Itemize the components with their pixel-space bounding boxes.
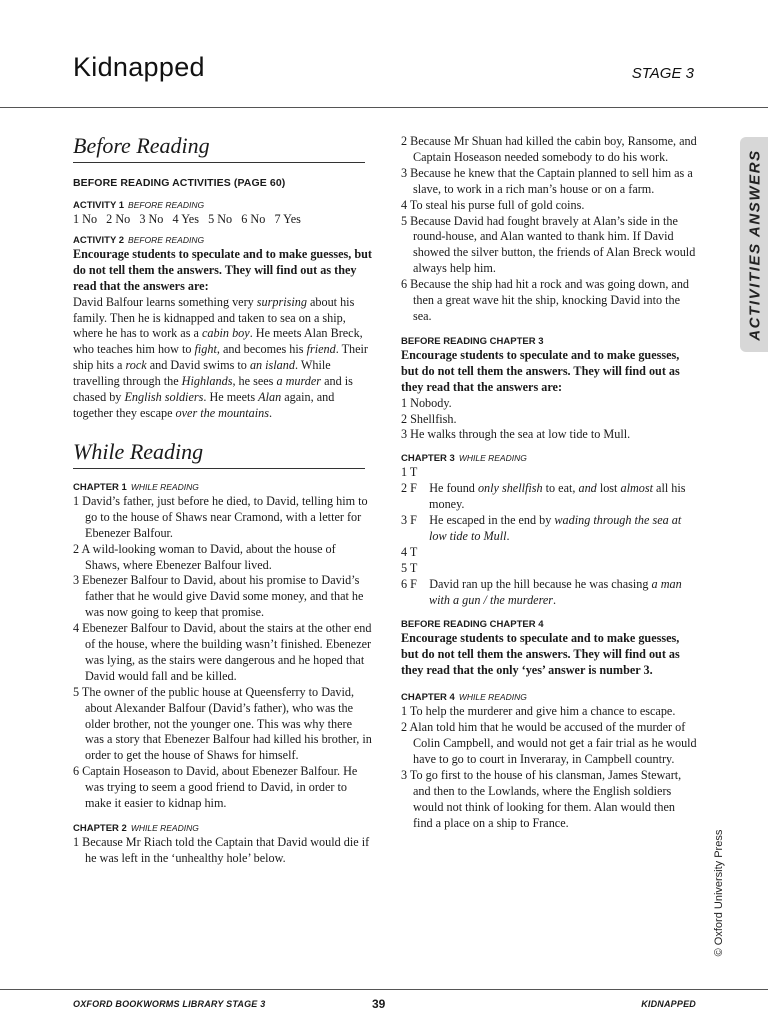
activity1-title: ACTIVITY 1: [73, 200, 125, 211]
chapter1-tag: WHILE READING: [130, 481, 199, 492]
activity1-answers: 1 No 2 No 3 No 4 Yes 5 No 6 No 7 Yes: [73, 212, 301, 226]
chapter4-title: CHAPTER 4: [401, 692, 455, 704]
page-title: Kidnapped: [73, 52, 205, 82]
story-keyword: friend: [306, 342, 336, 357]
list-item: 5 Because David had fought bravely at Alan’s side in the round-house, and Alan wanted to thank him. If David showed the silver button, the friends of Alan Breck would always help him.: [401, 213, 696, 276]
chapter2-label: [73, 822, 373, 835]
list-item: 2 A wild-looking woman to David, about the house of Shaws, where Ebenezer Balfour lived.: [73, 541, 336, 572]
story-text: .: [268, 405, 273, 420]
story-text: and David swims to: [146, 358, 250, 373]
list-item: [401, 577, 697, 609]
true-false-answer: F: [410, 513, 417, 528]
true-false-answer: F: [410, 481, 417, 496]
story-keyword: rock: [125, 358, 147, 373]
activity2-label: [73, 234, 373, 247]
story-keyword: English soldiers: [124, 390, 204, 405]
chapter2-tag: WHILE READING: [130, 823, 199, 833]
list-item: 2 Alan told him that he would be accused of the murder of Colin Campbell, and would not get a fair trial as he would have to go to court in Inveraray, in Campbell country.: [401, 720, 697, 766]
page-number: 39: [372, 997, 386, 1011]
chapter3-tag: WHILE READING: [458, 453, 527, 464]
list-item: 3 Because he knew that the Captain planned to sell him as a slave, to work in a rich man’s house or on a farm.: [401, 165, 693, 196]
correction-text: .: [506, 528, 510, 543]
story-text: . He meets Alan Breck, who teaches him how to: [73, 326, 363, 357]
list-item: 3 To go first to the house of his clansman, James Stewart, and then to the Lowlands, where the English soldiers would not think of looking for them. Alan would then find a place on a ship to France.: [401, 767, 682, 830]
copyright-notice: © Oxford University Press: [713, 829, 725, 957]
list-item: [401, 561, 697, 577]
story-text: again, and together they escape: [73, 390, 335, 420]
true-false-answer: T: [409, 560, 418, 575]
before-ch3-answers: [401, 396, 697, 444]
true-false-answer: F: [410, 576, 417, 591]
before-reading-heading: Before Reading: [73, 132, 365, 163]
chapter1-label: [73, 481, 373, 494]
list-item: 6 Captain Hoseason to David, about Ebenezer Balfour. He was trying to seem a good friend to David, in order to make it easier to kidnap him.: [73, 764, 358, 811]
correction-text: He found: [429, 481, 478, 496]
footer-series: OXFORD BOOKWORMS LIBRARY STAGE 3: [73, 999, 266, 1009]
story-text: . Their ship hits a: [73, 342, 368, 373]
stage-label: STAGE 3: [631, 65, 694, 82]
story-keyword: fight: [194, 342, 217, 357]
correction-text: .: [553, 592, 557, 607]
list-item: [401, 545, 697, 561]
correction-text: lost: [596, 481, 621, 496]
story-text: , and becomes his: [216, 342, 307, 357]
correction-emphasis: wading through the sea at low tide to Mull: [429, 513, 682, 543]
story-text: David Balfour learns something very: [73, 294, 257, 309]
story-keyword: Alan: [258, 390, 282, 405]
list-item: [401, 465, 697, 481]
list-item: [401, 481, 697, 513]
footer-book-title: KIDNAPPED: [641, 999, 696, 1009]
story-text: and is chased by: [73, 374, 353, 405]
list-item: 1 Nobody.: [401, 395, 452, 410]
list-item: 3 He walks through the sea at low tide to Mull.: [401, 427, 631, 442]
left-column: [73, 130, 373, 867]
before-reading-subhead: BEFORE READING ACTIVITIES (PAGE 60): [73, 177, 286, 189]
chapter1-answers: [73, 494, 373, 812]
correction-emphasis: almost: [620, 481, 653, 496]
story-keyword: surprising: [256, 294, 307, 309]
item-number: 5: [401, 560, 408, 575]
before-ch3-title: BEFORE READING CHAPTER 3: [401, 335, 544, 347]
chapter2-answers-right: [401, 134, 697, 325]
story-keyword: cabin boy: [201, 326, 250, 341]
list-item: 1 To help the murderer and give him a chance to escape.: [401, 704, 676, 719]
before-ch4-title: BEFORE READING CHAPTER 4: [401, 619, 544, 631]
side-tab-label: ACTIVITIES ANSWERS: [746, 149, 764, 341]
true-false-answer: T: [409, 544, 418, 559]
list-item: 2 Because Mr Shuan had killed the cabin boy, Ransome, and Captain Hoseason needed somebody to do his work.: [401, 134, 697, 164]
activity2-instruction: Encourage students to speculate and to make guesses, but do not tell them the answers. They will find out as they read that the answers are:: [73, 246, 372, 293]
correction-text: to eat,: [542, 481, 579, 496]
before-ch4-instruction: Encourage students to speculate and to make guesses, but do not tell them the answers. They will find out as they read that the only ‘yes’ answer is number 3.: [401, 631, 680, 678]
chapter3-label: [401, 452, 697, 465]
list-item: 4 To steal his purse full of gold coins.: [401, 197, 585, 212]
item-number: 2: [401, 481, 408, 496]
before-ch3-instruction: Encourage students to speculate and to make guesses, but do not tell them the answers. They will find out as they read that the answers are:: [401, 347, 680, 394]
correction-text: all his money.: [429, 481, 686, 512]
while-reading-heading: While Reading: [73, 438, 365, 469]
footer-divider: [0, 989, 768, 990]
chapter2-answers-left: [73, 835, 373, 867]
story-keyword: Highlands: [181, 374, 233, 389]
item-number: 6: [401, 576, 408, 591]
story-text: about his family. Then he is kidnapped and taken to sea on a ship, where he has to work as a: [73, 294, 355, 341]
story-keyword: an island: [249, 358, 295, 373]
chapter1-title: CHAPTER 1: [73, 481, 127, 493]
story-keyword: over the mountains: [175, 405, 269, 420]
list-item: 1 David’s father, just before he died, to David, telling him to go to the house of Shaws near Cramond, with a letter for Ebenezer Balfour.: [73, 493, 368, 540]
list-item: 2 Shellfish.: [401, 411, 457, 426]
list-item: 6 Because the ship had hit a rock and was going down, and then a great wave hit the ship, knocking David into the sea.: [401, 277, 690, 323]
chapter4-answers: [401, 704, 697, 831]
item-number: 4: [401, 544, 408, 559]
story-keyword: a murder: [276, 374, 322, 389]
activity1-label: [73, 199, 373, 212]
item-number: 1: [401, 465, 408, 480]
chapter3-answers: [401, 465, 697, 608]
item-number: 3: [401, 513, 408, 528]
correction-emphasis: and: [578, 481, 597, 496]
story-text: , he sees: [232, 374, 277, 389]
activity2-tag: BEFORE READING: [128, 234, 205, 245]
story-text: . While travelling through the: [73, 358, 331, 389]
chapter4-label: [401, 691, 697, 704]
chapter3-title: CHAPTER 3: [401, 453, 455, 465]
list-item: [401, 513, 697, 545]
true-false-answer: T: [409, 465, 418, 480]
list-item: 3 Ebenezer Balfour to David, about his promise to David’s father that he would give David some money, and that he was now going to keep that promise.: [73, 573, 364, 620]
activity2-story: [73, 295, 373, 422]
right-column: [401, 134, 697, 831]
correction-text: He escaped in the end by: [429, 513, 555, 528]
header-divider: [0, 107, 768, 108]
list-item: 4 Ebenezer Balfour to David, about the stairs at the other end of the house, where the building wasn’t finished. Ebenezer was lying, as the stairs were dangerous and he hoped that David would fall and be killed.: [73, 621, 372, 683]
activity2-title: ACTIVITY 2: [73, 234, 125, 246]
correction-emphasis: a man with a gun / the murderer: [429, 576, 682, 607]
chapter4-tag: WHILE READING: [458, 692, 527, 703]
list-item: 1 Because Mr Riach told the Captain that David would die if he was left in the ‘unhealthy hole’ below.: [73, 835, 370, 865]
correction-emphasis: only shellfish: [477, 481, 543, 496]
chapter2-title: CHAPTER 2: [73, 823, 127, 834]
list-item: 5 The owner of the public house at Queensferry to David, about Alexander Balfour (David’s father), who was the older brother, not the younger one. This was why there was a story that Ebenezer Balfour had killed his brother, in order to get the house of Shaws for himself.: [73, 684, 372, 763]
correction-text: David ran up the hill because he was chasing: [429, 576, 652, 591]
before-ch3-label: [401, 335, 697, 348]
activity1-tag: BEFORE READING: [128, 200, 205, 210]
story-text: . He meets: [203, 390, 259, 405]
before-ch4-label: [401, 618, 697, 631]
